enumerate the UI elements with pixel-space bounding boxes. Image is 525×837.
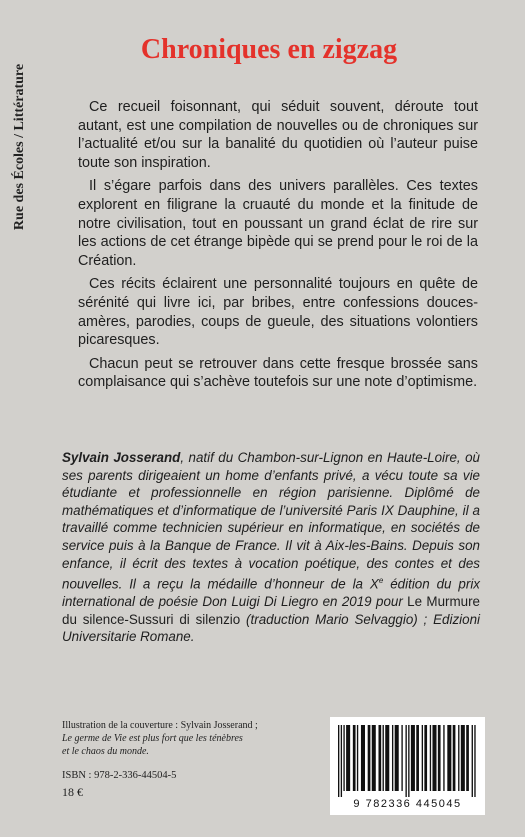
barcode-bar [357, 725, 358, 791]
barcode-bar [424, 725, 427, 791]
barcode-bar [453, 725, 456, 791]
barcode-bar [438, 725, 441, 791]
summary-text [78, 98, 478, 397]
barcode-bar [461, 725, 465, 791]
barcode-bar [372, 725, 376, 791]
barcode-bars [338, 725, 477, 797]
author-bio [62, 449, 480, 646]
barcode-bar [443, 725, 444, 791]
illustration-caption: et le chaos du monde. [62, 746, 149, 757]
barcode-bar [411, 725, 415, 791]
barcode-bar [447, 725, 451, 791]
spine-label [6, 32, 34, 262]
barcode-bar [392, 725, 393, 791]
work-title: Le Murmure du silence-Sussuri di silenzio [62, 594, 480, 627]
barcode-guard-bar [474, 725, 475, 797]
bio-text: édition du prix international de poésie Don Luigi Di Liegro en 2019 pour [62, 576, 480, 610]
bio-superscript: e [378, 576, 384, 586]
bio-text: , natif du Chambon-sur-Lignon en Haute-Loire, où ses parents dirigeaient un home d’enfants privé, a vécu toute sa vie étudiante et professionnelle en région parisienne. Diplômé de mathématiques et d’informatique de l’université Paris IX Dauphine, il a travaillé comme technicien supérieur en informatique, en sociétés de service puis à la Banque de France. Il vit à Aix-les-Bains. Depuis son enfance, il écrit des textes à vocation poétique, des contes et des nouvelles. Il a reçu la médaille d’honneur de la X [62, 450, 480, 592]
barcode [330, 717, 485, 815]
barcode-bar [353, 725, 356, 791]
barcode-bar [416, 725, 419, 791]
isbn: ISBN : 978-2-336-44504-5 [62, 770, 177, 781]
barcode-guard-bar [408, 725, 409, 797]
spine-text: Rue des Écoles / Littérature [12, 63, 27, 231]
barcode-guard-bar [405, 725, 406, 797]
barcode-guard-bar [341, 725, 342, 797]
barcode-bar [395, 725, 399, 791]
barcode-bar [458, 725, 459, 791]
barcode-bar [432, 725, 436, 791]
publisher-name: Edizioni Universitarie Romane. [62, 611, 480, 645]
barcode-number: 9 782336 445045 [353, 798, 462, 810]
barcode-bar [368, 725, 371, 791]
barcode-bar [343, 725, 344, 791]
summary-paragraph: Chacun peut se retrouver dans cette fresque brossée sans complaisance qui s’achève toutefois sur une note d’optimisme. [78, 355, 478, 391]
barcode-bar [401, 725, 402, 791]
bio-text: (traduction Mario Selvaggio) ; [240, 611, 434, 627]
barcode-guard-bar [472, 725, 473, 797]
summary-paragraph: Il s’égare parfois dans des univers parallèles. Ces textes explorent en filigrane la cruauté du monde et la finitude de notre civilisation, tout en poussant un grand éclat de rire sur les actions de cet étrange bipède qui se prend pour le roi de la Création. [78, 178, 478, 269]
barcode-bar [378, 725, 381, 791]
illustration-caption: Le germe de Vie est plus fort que les ténèbres [62, 733, 243, 744]
barcode-bar [346, 725, 350, 791]
summary-paragraph: Ces récits éclairent une personnalité toujours en quête de sérénité qui livre ici, par bribes, entre confessions douces-amères, parodies, coups de gueule, des situations volontiers picaresques. [78, 276, 478, 349]
barcode-bar [383, 725, 384, 791]
book-title: Chroniques en zigzag [140, 34, 398, 65]
summary-paragraph: Ce recueil foisonnant, qui séduit souvent, déroute tout autant, est une compilation de nouvelles ou de chroniques sur l’actualité et/ou sur la banalité du quotidien où l’auteur puise toute son inspiration. [78, 99, 478, 171]
author-name: Sylvain Josserand [62, 450, 181, 465]
barcode-bar [466, 725, 469, 791]
price: 18 € [62, 785, 83, 799]
barcode-bar [361, 725, 365, 791]
barcode-bar [385, 725, 389, 791]
illustration-credit: Illustration de la couverture : Sylvain Josserand ; [62, 720, 258, 731]
barcode-guard-bar [338, 725, 339, 797]
barcode-bar [430, 725, 431, 791]
cover-credits [62, 719, 292, 758]
barcode-bar [422, 725, 423, 791]
